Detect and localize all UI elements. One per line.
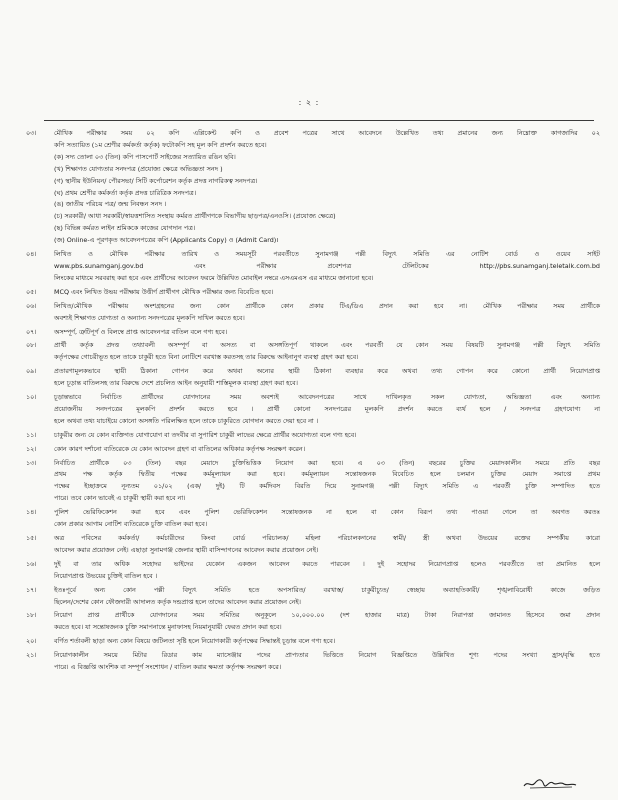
clause-line: পক্ষের ইচ্ছাক্রমে নূন্যতম ০১/০২ (এক/ দুই) টি কর্মদিবস বিরতি দিয়ে সুনামগঞ্জ পল্লী বিদ্যুৎ সমিতি এ পরবর্তী চুক্তি সম্পাদিত হতে bbox=[54, 482, 600, 491]
clause-body bbox=[54, 559, 600, 583]
clause-line: পুলিশ ভেরিফিকেশন করা হবে এবং পুলিশ ভেরিফিকেশন সন্তোষজনক না হলে বা কোন বিরূপ তথ্য পাওয়া গেলে তা অবগত করতঃ bbox=[54, 508, 600, 517]
clause-line: করতে হবে। যা সন্তোষজনক চুক্তি সমাপনান্তে মুনাফাসহ নিয়মানুযায়ী ফেরত প্রদান করা হবে। bbox=[54, 623, 282, 632]
sub-item-line: (ছ) বিভিন্ন কর্মরত লাইন শ্রমিককে কাজের যোগদান পত্র। bbox=[54, 224, 196, 233]
clause-item bbox=[20, 533, 600, 557]
clause-line: অবশ্যই শিক্ষাগত যোগ্যতা ও অন্যান্য সনদপত্রের মূলকপি দাখিল করতে হবে। bbox=[54, 313, 245, 322]
clause-line: চাকুরীর জন্য যে কোন ব্যক্তিগত যোগাযোগ বা তদবীর বা সুপারিশ চাকুরী লাভের ক্ষেত্রে প্রার্থীর অযোগ্যতা বলে গণ্য হবে। bbox=[54, 430, 357, 439]
clause-body bbox=[54, 392, 600, 428]
clause-line: লিখিত/মৌখিক পরীক্ষায় অংশগ্রহনের জন্য কোন প্রার্থীকে কোন প্রকার টিএ/ডিএ প্রদান করা হবে না। মৌখিক পরীক্ষার সময় প্রার্থীকে bbox=[54, 301, 600, 310]
sub-item-line: (খ) শিক্ষাগত যোগ্যতার সনদপত্র (প্রযোজ্য ক্ষেত্রে অভিজ্ঞতা সনদ ) bbox=[54, 164, 223, 173]
clause-line: ইতঃপূর্বে অন্য কোন পল্লী বিদ্যুৎ সমিতি হতে অপসারিত/ বরখাস্ত/ চাকুরীচ্যুত/ স্বেচ্ছায় অব্যাহতিকারী/ শৃঙ্খলাবিরোধী কাজে জড়িত bbox=[54, 585, 600, 594]
clause-line: কর্তৃপক্ষের গোচরীভূত হলে তাকে চাকুরী হতে বিনা নোটিশে বরখাস্ত করতসহ তার বিরুদ্ধে আইনানুগ ব্যবস্থা গ্রহণ করা হবে। bbox=[54, 353, 359, 362]
clause-line: অত্র পবিসের কর্মকর্তা/ কর্মচারীদের কিংবা বোর্ড পরিচালক/ মহিলা পরিচালকগনের স্বামী/ স্ত্রী অথবা উভয়ের রক্তের সম্পর্কীয় কারো bbox=[54, 534, 600, 542]
clause-number: ০৪। bbox=[26, 250, 37, 259]
signature bbox=[522, 774, 578, 792]
clause-item bbox=[20, 636, 600, 648]
clause-body bbox=[54, 458, 600, 506]
clause-line: ছিলেন/দেশের কোন ফৌজদারী আদালত কর্তৃক দন্ডপ্রাপ্ত হলে তাদের আবেদন করার প্রয়োজন নেই। bbox=[54, 597, 301, 606]
clause-number: ২০। bbox=[26, 637, 37, 646]
clause-body bbox=[54, 249, 600, 285]
clause-item bbox=[20, 610, 600, 634]
clause-body bbox=[54, 650, 600, 674]
clause-line: প্রথম পক্ষ কর্তৃক দ্বিতীয় পক্ষের কর্মমূল্যায়ন করা হবে। কর্মমূল্যায়ন সন্তোষজনক বিবেচিত হলে চলমান চুক্তির মেয়াদ সমাপ্তে প্রথম bbox=[54, 470, 600, 479]
clause-number: ১০। bbox=[26, 393, 37, 402]
clause-number: ০৬। bbox=[26, 301, 37, 310]
clause-item bbox=[20, 650, 600, 674]
clause-number: ২১। bbox=[26, 651, 37, 660]
clause-line: MCQ এবং লিখিত উভয় পরীক্ষায় উত্তীর্ণ প্রার্থীগণ মৌখিক পরীক্ষার জন্য বিবেচিত হবে। bbox=[54, 287, 274, 296]
clause-number: ০৯। bbox=[26, 367, 37, 376]
sub-item-line: (ক) সদ্য তোলা ০৩ (তিন) কপি পাসপোর্ট সাইজের সত্যায়িত রঙিন ছবি। bbox=[54, 152, 236, 161]
clause-line: www.pbs.sunamganj.gov.bd এবং পরীক্ষার প্রবেশপত্র টেলিটকের http://pbs.sunamganj.teletalk.com.bd bbox=[54, 261, 600, 270]
clause-item bbox=[20, 340, 600, 364]
clause-number: ১৬। bbox=[26, 559, 37, 568]
clause-line: দুই বা তার অধিক সহোদর ভাইদের যেকোন একজন আবেদন করতে পারবেন । দুই সহোদর নিয়োগপ্রাপ্ত হলেও পরবর্তীতে তা প্রমানিত হলে bbox=[54, 559, 600, 568]
clause-body bbox=[54, 636, 600, 648]
clause-item bbox=[20, 301, 600, 325]
clause-line: নির্বাচিত প্রার্থীকে ০৩ (তিন) বছর মেয়াদে চুক্তিভিত্তিক নিয়োগ করা হবে। এ ০৩ (তিন) বছরের চুক্তির মেয়াদকালীন সময়ে প্রতি বছর bbox=[54, 458, 600, 467]
clause-item bbox=[20, 430, 600, 442]
clause-line: আবেদন করার প্রয়োজন নেই। এছাড়া সুনামগঞ্জ জেলার স্থায়ী বাসিন্দাগনের আবেদন করার প্রয়োজন নেই। bbox=[54, 545, 319, 554]
page-number: : ২ : bbox=[298, 98, 320, 107]
clause-line: হলে অথবা তথ্য যাচাইয়ে কোনো অসঙ্গতি পরিলক্ষিত হলে তাকে চাকুরিতে যোগদান করতে দেয়া হবে না । bbox=[54, 416, 319, 425]
clause-line: মৌখিক পরীক্ষার সময় ০২ কপি এপ্লিকেন্ট কপি ও প্রবেশ পত্রের সাথে আবেদনে উল্লেখিত তথ্য প্রমানের জন্য নিম্নোক্ত কাগজাদির ০২ bbox=[54, 129, 600, 137]
clause-number: ০৮। bbox=[26, 341, 37, 350]
clause-body bbox=[54, 327, 600, 339]
clause-line: প্রার্থী কর্তৃক প্রদত্ত তথ্যাবলী অসম্পূর্ণ বা অসত্য বা অসঙ্গতিপূর্ণ থাকলে এবং পরবর্তী যে কোন সময় বিষয়টি সুনামগঞ্জ পল্লী বিদ্যুৎ সমিতি bbox=[54, 341, 600, 350]
clause-line: কোন কারণ দর্শানো ব্যতিরেকে যে কোন আবেদন গ্রহণ বা বাতিলের অধিকার কর্তৃপক্ষ সংরক্ষণ করেন। bbox=[54, 444, 306, 453]
clause-number: ০৭। bbox=[26, 327, 37, 336]
clause-number: ১৮। bbox=[26, 611, 37, 620]
clause-line: বর্ণিত শর্তাবলী ছাড়া অন্য কোন বিষয়ে জটিলতা সৃষ্টি হলে নিয়োগকারী কর্তৃপক্ষের সিদ্ধান্তই চূড়ান্ত বলে গণ্য হবে। bbox=[54, 637, 336, 646]
clause-item bbox=[20, 585, 600, 609]
clause-line: কোন প্রকার আগাম নোটিশ ব্যতিরেকে চুক্তি বাতিল করা হবে। bbox=[54, 520, 208, 529]
sub-item-line: (চ) সরকারী/ আধা সরকারী/স্বায়ত্তশাসিত সংস্থায় কর্মরত প্রার্থীগণকে বিভাগীয় ছাড়পত্র/এনওসি। (প্রযোজ্য ক্ষেত্রে) bbox=[54, 212, 336, 221]
clause-body bbox=[54, 444, 600, 456]
clause-line: লিংকের মাধ্যমে সরবরাহ করা হবে এবং প্রার্থীদের আবেদন ফরমে উল্লিখিত মোবাইল নম্বরে এসএমএস এর মাধ্যমে জানানো হবে। bbox=[54, 273, 374, 282]
clause-line: লিখিত ও মৌখিক পরীক্ষার তারিখ ও সময়সূচী পরবর্তীতে সুনামগঞ্জ পল্লী বিদ্যুৎ সমিতি এর নোটিশ বোর্ড ও ওয়েব সাইট bbox=[54, 250, 600, 259]
clause-line: পারে। তবে কোন ভাবেই এ চাকুরী স্থায়ী করা হবে না। bbox=[54, 494, 186, 503]
clause-body bbox=[54, 533, 600, 557]
clause-body bbox=[54, 340, 600, 364]
clause-number: ১৪। bbox=[26, 508, 37, 517]
clause-line: নিয়োগ প্রাপ্ত প্রার্থীকে যোগদানের সময় সমিতির অনুকূলে ১০,০০০.০০ (দশ হাজার মাত্র) টাকা নিরাপত্তা জামানত হিসেবে জমা প্রদান bbox=[54, 611, 600, 620]
clause-item bbox=[20, 366, 600, 390]
clause-item bbox=[20, 444, 600, 456]
clause-item bbox=[20, 507, 600, 531]
clause-line: পারে। এ বিজ্ঞপ্তি আংশিক বা সম্পূর্ণ সংশোধন / বাতিল করার ক্ষমতা কর্তৃপক্ষ সংরক্ষণ করে। bbox=[54, 663, 281, 672]
clause-line: কপি সত্যায়িত (১ম শ্রেণীর কর্মকর্তা কর্তৃক) ফটোকপি সহ মূল কপি প্রদর্শন করতে হবে। bbox=[54, 140, 267, 149]
clause-item bbox=[20, 559, 600, 583]
clause-number: ১৩। bbox=[26, 458, 37, 467]
clause-body bbox=[54, 301, 600, 325]
clause-body bbox=[54, 507, 600, 531]
clause-item bbox=[20, 128, 600, 247]
terms-list bbox=[20, 128, 600, 676]
clause-item bbox=[20, 287, 600, 299]
clause-line: নিয়োগকালীন সময়ে মিটার রিডার কাম ম্যাসেঞ্জার পদের প্রাপ্যতার ভিত্তিতে নিয়োগ বিজ্ঞপ্তিতে উল্লিখিত শূণ্য পদের সংখ্যা হ্রাস/বৃদ্ধি হতে bbox=[54, 651, 600, 660]
clause-item bbox=[20, 327, 600, 339]
clause-number: ১৫। bbox=[26, 534, 37, 542]
clause-number: ০৩। bbox=[26, 129, 37, 137]
clause-body bbox=[54, 366, 600, 390]
clause-number: ১৭। bbox=[26, 585, 37, 594]
clause-body bbox=[54, 128, 600, 247]
clause-number: ১২। bbox=[26, 444, 37, 453]
clause-body bbox=[54, 585, 600, 609]
clause-line: প্রতারণামূলকভাবে স্থায়ী ঠিকানা গোপন করে অথবা অন্যের স্থায়ী ঠিকানা ব্যবহার করে অথবা তথ্য গোপন করে কোনো প্রার্থী নিয়োগপ্রাপ্ত bbox=[54, 367, 600, 376]
sub-item-line: (গ) স্থানীয় ইউনিয়ন/ পৌরসভা/ সিটি কর্পোরেশন কর্তৃক প্রদত্ত নাগরিকত্ব সনদপত্র। bbox=[54, 176, 258, 185]
clause-item bbox=[20, 249, 600, 285]
sub-item-line: (ঙ) জাতীয় পরিচয় পত্র/ জন্ম নিবন্ধন সনদ । bbox=[54, 200, 167, 209]
clause-line: নিয়োগপ্রাপ্ত উভয়ের চুক্তিই বাতিল হবে । bbox=[54, 571, 158, 580]
clause-line: হলে চূড়ান্ত বাতিলসহ তার বিরুদ্ধে দেশে প্রচলিত আইন অনুযায়ী শাস্তিমূলক ব্যবস্থা গ্রহণ করা হবে। bbox=[54, 379, 298, 388]
top-divider bbox=[44, 120, 594, 121]
sub-item-line: (জ) Online-এ পূরণকৃত আবেদনপত্রের কপি (Applicants Copy) ও (Admit Card)। bbox=[54, 236, 279, 245]
clause-item bbox=[20, 458, 600, 506]
sub-item-line: (ঘ) প্রথম শ্রেণীর কর্মকর্তা কর্তৃক প্রদত্ত চারিত্রিক সনদপত্র। bbox=[54, 188, 196, 197]
clause-line: অসম্পূর্ণ, ত্রুটিপূর্ণ ও বিলম্বে প্রাপ্ত আবেদনপত্র বাতিল বলে গণ্য হবে। bbox=[54, 327, 228, 336]
clause-number: ০৫। bbox=[26, 287, 37, 296]
clause-item bbox=[20, 392, 600, 428]
clause-body bbox=[54, 610, 600, 634]
clause-body bbox=[54, 430, 600, 442]
clause-line: চূড়ান্তভাবে নির্বাচিত প্রার্থীদের যোগদানের সময় অবশ্যই আবেদনপত্রের সাথে দাখিলকৃত সকল যোগ্যতা, অভিজ্ঞতা এবং অন্যান্য bbox=[54, 393, 600, 402]
clause-body bbox=[54, 287, 600, 299]
clause-number: ১১। bbox=[26, 430, 37, 439]
clause-line: প্রয়োজনীয় সনদপত্রের মূলকপি প্রদর্শন করতে হবে । প্রার্থী কোনো সনদপত্রের মূলকপি প্রদর্শন করতে ব্যর্থ হলে / সনদপত্র গ্রহণযোগ্য না bbox=[54, 404, 600, 413]
